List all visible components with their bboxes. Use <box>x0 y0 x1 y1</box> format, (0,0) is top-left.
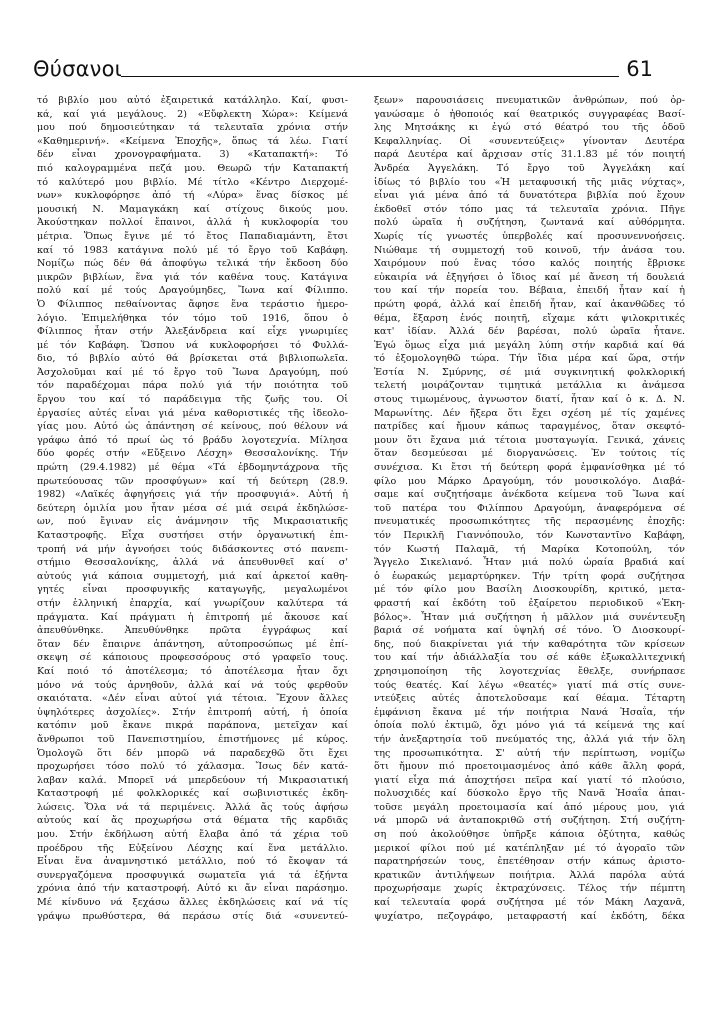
text-line: στους τιμωμένους, ἀγνωστον διατί, ἦταν καί ὁ κ. Δ. Ν. <box>374 394 685 406</box>
text-line: Μαρωνίτης. Δέν ἤξερα ὅτι ἔχει σχέση μέ τίς χαμένες <box>374 407 685 419</box>
text-line: χρησιμοποίηση τῆς λογοτεχνίας ἔθελξε, συνήρπασε <box>374 665 685 677</box>
text-line: μικρῶν βιβλίων, ἕνα γιά τόν καθένα τους. Κατάγινα <box>37 271 348 283</box>
text-line: τό καλύτερό μου βιβλίο. Μέ τίτλο «Κέντρο Διερχομέ- <box>37 176 348 188</box>
text-line: πρώτη φορά, ἀλλά καί ἐπειδή ἦταν, καί ἀκανθῶδες τό <box>374 298 685 310</box>
text-line: αὐτούς καί ἄς προχωρήσω στά θέματα τῆς καρδιᾶς <box>37 815 348 827</box>
text-line: ὅταν δέν ἔπαιρνε ἀπάντηση, αὐτοπροσώπως μέ ἐπί- <box>37 638 348 650</box>
text-line: γιατί εἶχα πιά ἀποχτήσει πεῖρα καί γιατί τό πλούσιο, <box>374 774 685 786</box>
text-line: λόγιο. Ἐπιμελήθηκα τόν τόμο τοῦ 1916, ὅπου ὁ <box>37 312 348 324</box>
text-line: βαριά σέ νοήματα καί ὑψηλή σέ τόνο. Ὁ Διοσκουρί- <box>374 625 685 637</box>
text-line: μου πού δημοσιεύτηκαν τά τελευταῖα χρόνια στήν <box>37 122 348 134</box>
text-line: ὑψηλότερες ἀσχολίες». Στήν ἐπιτροπή αὐτή, ἡ ὁποία <box>37 706 348 718</box>
text-line: ψυχίατρο, πεζογράφο, μεταφραστή καί ἐκδότη, δέκα <box>374 910 685 922</box>
text-line: σαμε καί συζητήσαμε ἀνέκδοτα κείμενα τοῦ Ἴωνα καί <box>374 489 685 501</box>
text-line: μουσική Ν. Μαμαγκάκη καί στίχους δικούς μου. <box>37 203 348 215</box>
text-line: βόλος». Ἦταν μιά συζήτηση ἡ μᾶλλον μιά συνέντευξη <box>374 611 685 623</box>
text-line: αὐτούς γιά κάποια συμμετοχή, μιά καί ἀρκετοί καθη- <box>37 570 348 582</box>
left-column <box>37 94 348 923</box>
text-line: Καί ποιό τό ἀποτέλεσμα; τό ἀποτέλεσμα ἦταν ὄχι <box>37 665 348 677</box>
text-line: Ὁ Φίλιππος πεθαίνοντας ἄφησε ἕνα τεράστιο ἡμερο- <box>37 298 348 310</box>
text-line: πνευματικές προσωπικότητες τῆς περασμένης ἐποχῆς: <box>374 516 685 528</box>
text-line: Χαιρόμουν πού ἕνας τόσο καλός ποιητής ἔβρισκε <box>374 258 685 270</box>
text-line: συνέχισα. Κι ἔτσι τή δεύτερη φορά ἐμφανίσθηκα μέ τό <box>374 462 685 474</box>
text-line: τούς θεατές. Καί λέγω «θεατές» γιατί πιά στίς συνε- <box>374 679 685 691</box>
text-line: γράψω πρωθύστερα, θά περάσω στίς διά «συνεντεύ- <box>37 910 348 922</box>
text-line: ἰδίως τό βιβλίο του «Ἡ μεταφυσική τῆς μιᾶς νύχτας», <box>374 176 685 188</box>
text-line: τοῦσε μεγάλη προετοιμασία καί ἀπό μέρους μου, γιά <box>374 801 685 813</box>
text-line: Χωρίς τίς γνωστές ὑπερβολές καί προσυνεννοήσεις. <box>374 230 685 242</box>
text-line: στήμιο Θεσσαλονίκης, ἀλλά νά ἀπευθυνθεῖ καί σ' <box>37 557 348 569</box>
text-line: τελετή μοιράζονταν τιμητικά μετάλλια κι ἀνάμεσα <box>374 380 685 392</box>
text-line: καί τό 1983 κατάγινα πολύ μέ τό ἔργο τοῦ Καβάφη. <box>37 244 348 256</box>
text-line: Μέ κίνδυνο νά ξεχάσω ἄλλες ἐκδηλώσεις καί νά τίς <box>37 897 348 909</box>
text-line: Ἐγώ ὅμως εἶχα μιά μεγάλη λύπη στήν καρδιά καί θά <box>374 339 685 351</box>
text-line: τοῦ πατέρα του Φιλίππου Δραγούμη, ἀναφερόμενα σέ <box>374 502 685 514</box>
text-line: δέν εἶναι χρονογραφήματα. 3) «Καταπακτή»: Τό <box>37 149 348 161</box>
text-line: γράφω ἀπό τό πρωί ὡς τό βράδυ λογοτεχνία. Μίλησα <box>37 434 348 446</box>
running-title: Θύσανοι <box>33 57 122 81</box>
text-line: ἐμφάνιση ἔκανα μέ τήν ποιήτρια Νανά Ἠσαΐα, τήν <box>374 706 685 718</box>
text-line: «Καθημερινή». «Κείμενα Ἐποχῆς», ὅπως τά λέω. Γιατί <box>37 135 348 147</box>
text-line: Νομίζω πώς δέν θά ἀποφύγω τελικά τήν ἔκδοση δύο <box>37 258 348 270</box>
text-line: δεύτερη ὁμιλία μου ἦταν μέσα σέ μιά σειρά ἐκδηλώσε- <box>37 502 348 514</box>
header-rule <box>121 76 619 77</box>
text-line: τόν παραδέχομαι πάρα πολύ γιά τήν ποιότητα τοῦ <box>37 380 348 392</box>
text-line: πιό καλογραμμένα πεζά μου. Θεωρῶ τήν Καταπακτή <box>37 162 348 174</box>
text-line: τροπή νά μήν ἀγνοήσει τούς διδάσκοντες στό πανεπι- <box>37 543 348 555</box>
text-line: μέ τόν φίλο μου Βασίλη Διοσκουρίδη, κριτικό, μετα- <box>374 584 685 596</box>
text-line: εἶναι γιά μένα ἀπό τά δυνατότερα βιβλία πού ἔχουν <box>374 190 685 202</box>
text-line: λης Μητσάκης κι ἐγώ στό θέατρό του τῆς ὁδοῦ <box>374 122 685 134</box>
right-column <box>374 94 685 923</box>
text-line: πολύ καί μέ τούς Δραγούμηδες, Ἴωνα καί Φίλιππο. <box>37 285 348 297</box>
text-line: νων» κυκλοφόρησε ἀπό τή «Λύρα» ἕνας δίσκος μέ <box>37 190 348 202</box>
text-line: μουν ὅτι ἔχανα μιά τέτοια μυσταγωγία. Γενικά, χάνεις <box>374 434 685 446</box>
text-line: ὁ ἐωρακώς μεμαρτύρηκεν. Τήν τρίτη φορά συζήτησα <box>374 570 685 582</box>
text-line: Φίλιππος ἦταν στήν Ἀλεξάνδρεια καί εἶχε γνωριμίες <box>37 326 348 338</box>
text-line: γίας μου. Αὐτό ὡς ἀπάντηση σέ κείνους, πού θέλουν νά <box>37 421 348 433</box>
text-line: πατρίδες καί ἤμουν κάπως ταραγμένος, ὅταν σκεφτό- <box>374 421 685 433</box>
text-line: Καταστροφή μέ φολκλορικές καί σωβινιστικές ἐκδη- <box>37 788 348 800</box>
text-line: πρώτη (29.4.1982) μέ θέμα «Τά ἑβδομηντάχρονα τῆς <box>37 462 348 474</box>
text-line: φίλο μου Μάρκο Δραγούμη, τόν μουσικολόγο. Διαβά- <box>374 475 685 487</box>
text-line: μερικοί φίλοι πού μέ κατέπληξαν μέ τό ἀγοραῖο τῶν <box>374 842 685 854</box>
text-line: ἐκδοθεῖ στόν τόπο μας τά τελευταῖα χρόνια. Πῆγε <box>374 203 685 215</box>
text-line: φραστή καί ἐκδότη τοῦ ἐξαίρετου περιοδικοῦ «Ἐκη- <box>374 597 685 609</box>
text-line: σκαιότατα. «Δέν εἶναι αὐτοί γιά τέτοια. Ἔχουν ἄλλες <box>37 693 348 705</box>
text-line: Νιώθαμε τή συμμετοχή τοῦ κοινοῦ, τήν ἀνάσα του. <box>374 244 685 256</box>
text-line: τόν Περικλῆ Γιαννόπουλο, τόν Κωνσταντῖνο Καβάφη, <box>374 530 685 541</box>
text-line: ὁποία πολύ ἐκτιμῶ, ὄχι μόνο γιά τά κείμενά της καί <box>374 720 685 732</box>
text-line: Εἶναι ἕνα ἀναμνηστικό μετάλλιο, πού τό ἔκοψαν τά <box>37 856 348 868</box>
page-number: 61 <box>626 57 653 81</box>
text-line: Ἀκούστηκαν πολλοί ἔπαινοι, ἀλλά ἡ κυκλοφορία του <box>37 217 348 229</box>
text-line: ὅταν δεσμεύεσαι μέ διοργανώσεις. Ἐν τούτοις τίς <box>374 448 685 460</box>
text-line: ση πού ἀκολούθησε ὑπῆρξε κάποια ὀξύτητα, καθώς <box>374 829 685 841</box>
text-line: δης, πού διακρίνεται γιά τήν καθαρότητα τῶν κρίσεων <box>374 638 685 650</box>
text-line: του καί τήν ἀδιάλλαξία του σέ κάθε ἐξωκαλλιτεχνική <box>374 652 685 664</box>
text-line: λαβαν καλά. Μπορεῖ νά μπερδεύουν τή Μικρασιατική <box>37 774 348 786</box>
text-line: συνεργαζόμενα προσφυγικά σωματεῖα γιά τά ἑξήντα <box>37 869 348 881</box>
text-line: ξεων» παρουσιάσεις πνευματικῶν ἀνθρώπων, πού ὀρ- <box>374 95 685 106</box>
text-line: χρόνια ἀπό τήν καταστροφή. Αὐτό κι ἄν εἶναι παράσημο. <box>37 883 348 895</box>
text-line: τήν ἀνεξαρτησία τοῦ πνεύματός της, ἀλλά γιά τήν ὅλη <box>374 733 685 745</box>
text-line: θέμα, ἔξαρση ἑνός ποιητῆ, εἴχαμε κάτι ψιλοκριτικές <box>374 312 685 324</box>
text-line: κά, καί γιά μεγάλους. 2) «Εὔφλεκτη Χώρα»: Κείμενά <box>37 108 348 120</box>
text-line: κατόπιν μοῦ ἔκανε πικρά παράπονα, μετεῖχαν καί <box>37 720 348 732</box>
text-line: ἀπευθύνθηκε. Ἀπευθύνθηκε πρῶτα ἐγγράφως καί <box>37 625 348 637</box>
text-line: μόνο νά τούς ἀρνηθοῦν, ἀλλά καί νά τούς φερθοῦν <box>37 679 348 691</box>
text-line: μέ τόν Καβάφη. Ὥσπου νά κυκλοφορήσει τό Φυλλά- <box>37 339 348 351</box>
text-line: Ἀσχολοῦμαι καί μέ τό ἔργο τοῦ Ἴωνα Δραγούμη, πού <box>37 366 348 378</box>
text-line: Καταστροφῆς. Εἶχα συστήσει στήν ὀργανωτική ἐπι- <box>37 530 348 541</box>
text-line: μου. Στήν ἐκδήλωση αὐτή ἔλαβα ἀπό τά χέρια τοῦ <box>37 829 348 841</box>
text-line: παρά Δευτέρα καί ἄρχισαν στίς 31.1.83 μέ τόν ποιητή <box>374 149 685 161</box>
text-line: Ἑστία Ν. Σμύρνης, σέ μιά συγκινητική φολκλορική <box>374 366 685 378</box>
text-line: ἐργασίες αὐτές εἶναι γιά μένα καθοριστικές τῆς ἰδεολο- <box>37 407 348 419</box>
text-line: κατ' ἰδίαν. Ἀλλά δέν βαρέσαι, πολύ ὡραῖα ἦτανε. <box>374 326 685 338</box>
text-line: Κεφαλληνίας. Οἱ «συνεντεύξεις» γίνονταν Δευτέρα <box>374 135 685 147</box>
text-line: μέτρια. Ὅπως ἔγινε μέ τό ἔτος Παπαδιαμάντη, ἔτσι <box>37 230 348 242</box>
text-line: στήν ἑλληνική ἐπαρχία, καί γνωρίζουν καλύτερα τά <box>37 597 348 609</box>
text-line: πολύ ὡραῖα ἡ συζήτηση, ζωντανά καί αὐθόρμητα. <box>374 217 685 229</box>
text-line: προχωρήσαμε χωρίς ἐκτραχύνσεις. Τέλος τήν πέμπτη <box>374 883 685 895</box>
text-line: δύο φορές στήν «Εὔξεινο Λέσχη» Θεσσαλονίκης. Τήν <box>37 448 348 460</box>
text-line: 1982) «Λαϊκές ἀφηγήσεις γιά τήν προσφυγιά». Αὐτή ἡ <box>37 489 348 501</box>
text-line: σκεψη σέ κάποιους προφεσσόρους στό γραφεῖο τους. <box>37 652 348 664</box>
text-line: προέδρου τῆς Εὐξείνου Λέσχης καί ἕνα μετάλλιο. <box>37 842 348 854</box>
text-line: Ὁμολογῶ ὅτι δέν μπορῶ νά παραδεχθῶ ὅτι ἔχει <box>37 747 348 759</box>
text-line: νά μπορῶ νά ἀνταποκριθῶ στή συζήτηση. Στή συζήτη- <box>374 815 685 827</box>
text-line: διο, τό βιβλίο αὐτό θά βρίσκεται στά βιβλιοπωλεῖα. <box>37 353 348 365</box>
text-line: λώσεις. Ὅλα νά τά περιμένεις. Ἀλλά ἄς τούς ἀφήσω <box>37 801 348 813</box>
text-line: γανώσαμε ὁ ἠθοποιός καί θεατρικός συγγραφέας Βασί- <box>374 108 685 120</box>
text-line: τόν Κωστή Παλαμᾶ, τή Μαρίκα Κοτοπούλη, τόν <box>374 543 685 555</box>
text-line: παρατηρήσεών τους, ἐπετέθησαν στήν κάπως ἀριστο- <box>374 856 685 868</box>
text-line: κρατικῶν ἀντιλήψεων ποιήτρια. Ἀλλά παρόλα αὐτά <box>374 869 685 881</box>
text-line: της προσωπικότητα. Σ' αὐτή τήν περίπτωση, νομίζω <box>374 747 685 759</box>
text-line: γητές εἶναι προσφυγικῆς καταγωγῆς, μεγαλωμένοι <box>37 584 348 596</box>
text-line: πράγματα. Καί πράγματι ἡ ἐπιτροπή μέ ἄκουσε καί <box>37 611 348 623</box>
text-line: πρωτεύουσας τῶν προσφύγων» καί τή δεύτερη (28.9. <box>37 475 348 487</box>
text-line: ντεύξεις αὐτές ἀποτελοῦσαμε καί θέαμα. Τέταρτη <box>374 693 685 705</box>
text-line: καί τελευταία φορά συζήτησα μέ τόν Μάκη Λαχανᾶ, <box>374 897 685 909</box>
text-line: Ἀνδρέα Ἀγγελάκη. Τό ἔργο τοῦ Ἀγγελάκη καί <box>374 162 685 174</box>
text-line: ων, πού ἔγιναν εἰς ἀνάμνησιν τῆς Μικρασιατικῆς <box>37 516 348 528</box>
text-line: πολυσχιδές καί δύσκολο ἔργο τῆς Νανᾶ Ἠσαΐα ἀπαι- <box>374 788 685 800</box>
text-line: τό βιβλίο μου αὐτό ἐξαιρετικά κατάλληλο. Καί, φυσι- <box>37 95 348 106</box>
text-line: ἄνθρωποι τοῦ Πανεπιστημίου, ἐπιστήμονες μέ κύρος. <box>37 733 348 745</box>
text-line: του καί τήν πορεία του. Βέβαια, ἐπειδή ἦταν καί ἡ <box>374 285 685 297</box>
text-line: ὅτι ἤμουν πιό προετοιμασμένος ἀπό κάθε ἄλλη φορά, <box>374 761 685 773</box>
page-header <box>33 54 653 84</box>
text-line: τό ἐξομολογηθῶ τώρα. Τήν ἴδια μέρα καί ὥρα, στήν <box>374 353 685 365</box>
text-line: ἔργου του καί τό παράδειγμα τῆς ζωῆς του. Οἱ <box>37 394 348 406</box>
text-line: εὐκαιρία νά ἐξηγήσει ὁ ἴδιος καί μέ ἄνεση τή δουλειά <box>374 271 685 283</box>
text-line: Ἄγγελο Σικελιανό. Ἦταν μιά πολύ ὡραία βραδιά καί <box>374 557 685 569</box>
text-line: προχωρήσει τόσο πολύ τό χάλασμα. Ἴσως δέν κατά- <box>37 761 348 773</box>
